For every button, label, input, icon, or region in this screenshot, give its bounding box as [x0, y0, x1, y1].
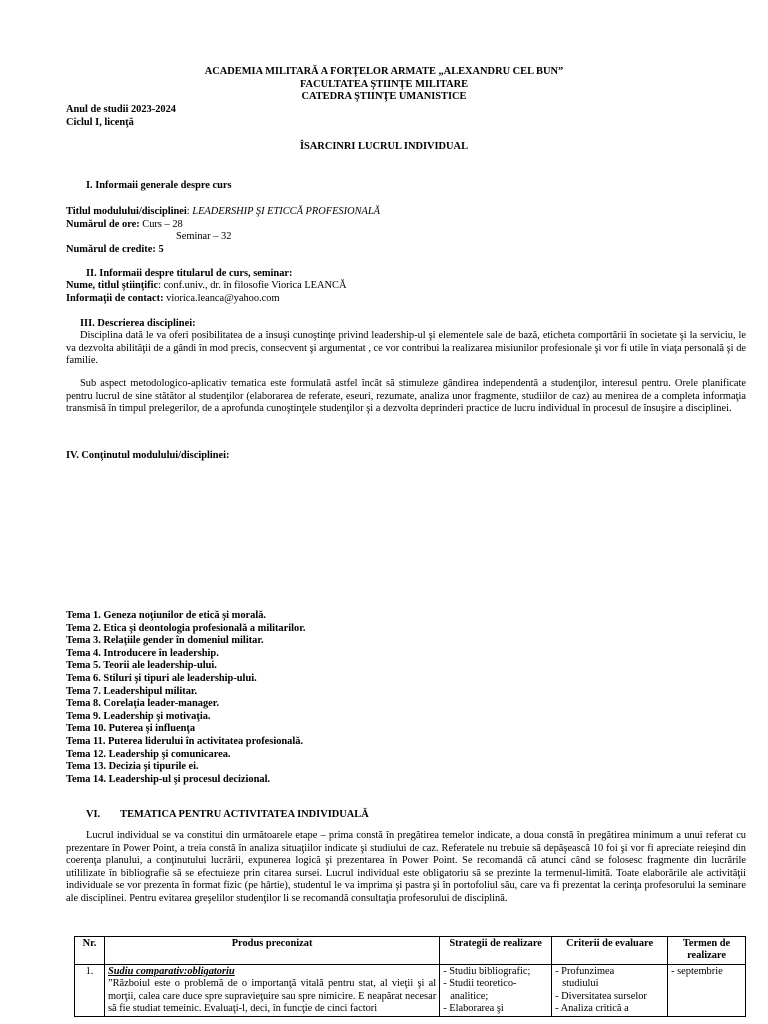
criteria-line: - Diversitatea surselor — [555, 990, 647, 1002]
study-meta — [66, 104, 176, 129]
product-cell — [104, 964, 439, 1017]
row-number: 1. — [75, 964, 105, 1017]
section-6-paragraph: Lucrul individual se va constitui din următoarele etape – prima constă în pregătirea temelor indicate, a doua constă în pregătirea minimum a unui referat cu prezentare în Power Point, a treia constă în analiza situaţiilor indicate şi studiului de caz. Referatele nu trebuie să depăşească 10 foi şi vor fi apreciate reieşind din coerenţa planului, a conţinutului lucrării, expunerea logică şi prezentarea în Power Point. Se recomandă că atunci când se folosesc fragmente din lucrările utililizate în bibliografie să se efectuieze prin citarea sursei. Lucrul individual este obligatoriu să se prezinte la termenul-limită. Toate elaborările ale activităţii individuale se vor prezenta în format fizic (pe hârtie), studentul le va imprima şi pastra şi în portofoliul său, care va fi prezentat la cerinţa profesorului la seminare ale disciplinei. Pentru evitarea greşelilor studenţilor li se recomandă consultaţia profesorului de disciplină. — [66, 830, 746, 904]
section-6-number: VI. — [86, 809, 101, 820]
credits: Numărul de credite: 5 — [66, 243, 164, 255]
individual-work-table — [74, 936, 746, 1017]
teacher-title-label: Nume, titlul ştiinţific — [66, 280, 159, 291]
module-sep: : — [186, 206, 193, 217]
section-1-body — [66, 206, 746, 256]
table-row — [75, 964, 746, 1017]
product-text: ”Războiul este o problemă de o importanţă vitală pentru stat, al vieţii şi al morţii, calea care duce spre supravieţuire sau spre nimicire. E neapărat necesar să fie studiat temeinic. Evaluaţi-l, deci, în funcţie de cinci factori — [107, 978, 437, 1015]
strategy-line: - Studii teoretico- — [443, 978, 517, 990]
strategy-line: - Elaborarea şi — [443, 1003, 504, 1015]
strategy-line: - Studiu bibliografic; — [443, 965, 531, 977]
section-6-heading — [86, 809, 369, 822]
theme-item: Tema 12. Leadership şi comunicarea. — [66, 748, 231, 760]
study-cycle: Ciclul I, licenţă — [66, 116, 134, 128]
strategy-line: analitice; — [450, 990, 489, 1002]
criteria-line: studiului — [562, 978, 599, 990]
theme-item: Tema 3. Relaţiile gender în domeniul militar. — [66, 635, 264, 647]
criteria-line: - Profunzimea — [555, 965, 615, 977]
column-header: Criterii de evaluare — [552, 937, 668, 965]
section-4-heading: IV. Conţinutul modulului/disciplinei: — [66, 450, 230, 461]
product-title: Sudiu comparativ:obligatoriu — [107, 965, 235, 977]
column-header: Nr. — [75, 937, 105, 965]
theme-item: Tema 13. Decizia şi tipurile ei. — [66, 761, 199, 773]
criteria-line: - Analiza critică a — [555, 1003, 629, 1015]
section-3-paragraph-2: Sub aspect metodologico-aplicativ tematica este formulată astfel încât să stimuleze gândirea independentă a studenţilor, interesul pentru. Orele planificate pentru lucrul de sine stătător al studenţilor (elaborarea de referate, eseuri, rezumate, analiza unor fragmente, studiilor de caz) au menirea de a completa informaţia transmisă în timpul prelegerilor, de a aprofunda cunoştinţele studenţilor şi a dezvolta deprinderi practice de lucru individual în procesul de însuşire a disciplinei. — [66, 378, 746, 415]
column-header: Termen de realizare — [668, 937, 746, 965]
contact-email: viorica.leanca@yahoo.com — [166, 292, 280, 304]
section-3-paragraph-1: Disciplina dată le va oferi posibilitatea de a însuşi cunoştinţe privind leadership-ul şi elementele sale de bază, eticheta comportării în societate şi la serviciu, le va dezvolta abilităţii de a gândi în mod precis, consecvent şi argumentat , ce vor contribui la realizarea misiunilor profesionale şi vor fi utile în viaţa personală şi de familie. — [66, 330, 746, 367]
theme-item: Tema 14. Leadership-ul şi procesul decizional. — [66, 773, 271, 785]
theme-item: Tema 7. Leadershipul militar. — [66, 685, 198, 697]
criteria-cell — [552, 964, 668, 1017]
column-header: Produs preconizat — [104, 937, 439, 965]
theme-item: Tema 1. Geneza noţiunilor de etică şi morală. — [66, 610, 267, 621]
column-header: Strategii de realizare — [440, 937, 552, 965]
table-header-row — [75, 937, 746, 965]
institution-header — [0, 66, 768, 104]
theme-item: Tema 6. Stiluri şi tipuri ale leadership-ului. — [66, 672, 257, 684]
contact-label: Informaţii de contact: — [66, 292, 167, 304]
theme-item: Tema 8. Corelaţia leader-manager. — [66, 698, 220, 710]
section-2-body — [66, 280, 746, 305]
hours-course: Curs – 28 — [142, 218, 183, 230]
teacher-title-value: : conf.univ., dr. în filosofie Viorica LEANCĂ — [158, 280, 347, 291]
theme-item: Tema 11. Puterea liderului în activitatea profesională. — [66, 735, 304, 747]
theme-item: Tema 9. Leadership şi motivaţia. — [66, 710, 211, 722]
deadline-cell: - septembrie — [668, 964, 746, 1017]
themes-list — [66, 610, 305, 786]
section-2-heading: II. Informaii despre titularul de curs, seminar: — [86, 268, 293, 279]
theme-item: Tema 10. Puterea şi influenţa — [66, 723, 196, 735]
theme-item: Tema 4. Introducere în leadership. — [66, 647, 219, 659]
strategies-cell — [440, 964, 552, 1017]
header-line-academy: ACADEMIA MILITARĂ A FORŢELOR ARMATE „ALEXANDRU CEL BUN” — [204, 66, 564, 77]
theme-item: Tema 5. Teorii ale leadership-ului. — [66, 660, 217, 672]
study-year: Anul de studii 2023-2024 — [66, 104, 176, 115]
module-label: Titlul modulului/disciplinei — [66, 206, 187, 217]
header-line-faculty: FACULTATEA ŞTIINŢE MILITARE — [299, 78, 469, 90]
hours-label: Numărul de ore: — [66, 218, 143, 230]
header-line-department: CATEDRA ŞTIINŢE UMANISTICE — [301, 91, 467, 103]
section-6-title: TEMATICA PENTRU ACTIVITATEA INDIVIDUALĂ — [120, 809, 369, 820]
theme-item: Tema 2. Etica şi deontologia profesională a militarilor. — [66, 622, 306, 634]
section-1-heading: I. Informaii generale despre curs — [86, 180, 232, 191]
document-title: ÎSARCINRI LUCRUL INDIVIDUAL — [299, 141, 468, 152]
module-value: LEADERSHIP ŞI ETICCĂ PROFESIONALĂ — [192, 206, 380, 217]
section-3-heading: III. Descrierea disciplinei: — [80, 318, 196, 329]
hours-seminar: Seminar – 32 — [176, 231, 232, 243]
